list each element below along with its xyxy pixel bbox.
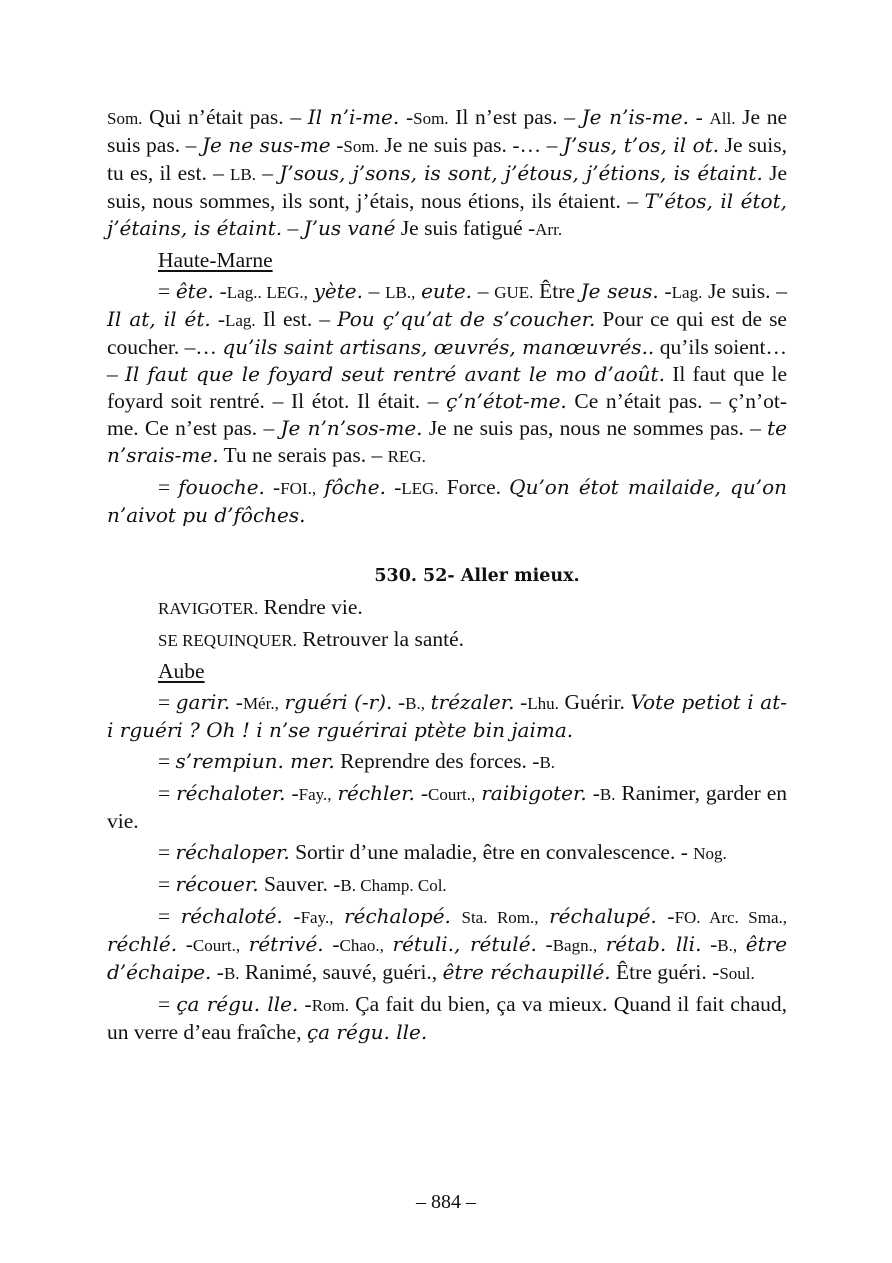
text-run: = bbox=[158, 690, 176, 714]
dialect-term: rétab. lli. bbox=[605, 932, 702, 956]
paragraph bbox=[107, 780, 787, 835]
dialect-term: T’étos, il étot, j’étains, is étaint. bbox=[107, 189, 787, 240]
source-abbreviation: Lag. bbox=[225, 311, 256, 330]
dialect-term: Il faut que le foyard seut rentré avant le mo d’août. bbox=[125, 362, 665, 386]
text-run: Il n’est pas. – bbox=[448, 105, 582, 129]
text-run: Sauver. - bbox=[258, 872, 341, 896]
source-abbreviation: Som. bbox=[107, 109, 143, 128]
dialect-term: rguéri (-r). bbox=[284, 690, 393, 714]
text-run: - bbox=[282, 904, 301, 928]
page-number: – 884 – bbox=[416, 1191, 476, 1213]
source-abbreviation: LB., bbox=[385, 283, 416, 302]
paragraph bbox=[107, 626, 787, 654]
text-run: Reprendre des forces. - bbox=[334, 749, 540, 773]
text-run bbox=[240, 932, 249, 956]
text-run: - bbox=[230, 690, 243, 714]
text-run: Je ne suis pas. – bbox=[107, 105, 787, 157]
dialect-term: récouer. bbox=[175, 872, 259, 896]
source-abbreviation: B. bbox=[539, 753, 556, 772]
dialect-term: rétuli., rétulé. bbox=[392, 932, 537, 956]
text-run: Je suis. – bbox=[702, 279, 787, 303]
source-abbreviation: Mér., bbox=[242, 694, 279, 713]
source-abbreviation: B., bbox=[405, 694, 425, 713]
dialect-term: yète. bbox=[313, 279, 363, 303]
dialect-term: rétrivé. bbox=[248, 932, 324, 956]
text-run: Ranimé, sauvé, guéri., bbox=[239, 960, 443, 984]
source-abbreviation: Sta. Rom., bbox=[461, 908, 539, 927]
text-run: - bbox=[213, 279, 227, 303]
text-run: Je suis, nous sommes, ils sont, j’étais, nous étions, ils étaient. – bbox=[107, 161, 788, 213]
source-abbreviation: B. bbox=[599, 785, 616, 804]
text-run: - bbox=[211, 960, 224, 984]
text-run: - bbox=[392, 690, 406, 714]
dialect-term: Je n’is-me. bbox=[581, 105, 689, 129]
text-run: - bbox=[323, 932, 340, 956]
dialect-term: Pou ç’qu’at de s’coucher. bbox=[337, 307, 596, 331]
dialect-term: ête. bbox=[175, 279, 214, 303]
source-abbreviation: Fay., bbox=[298, 785, 332, 804]
source-abbreviation: GUE. bbox=[494, 283, 534, 302]
source-abbreviation: B., bbox=[717, 936, 738, 955]
section-title: 530. 52- Aller mieux. bbox=[374, 566, 580, 586]
source-abbreviation: RAVIGOTER. bbox=[158, 599, 259, 618]
text-run: = bbox=[158, 475, 179, 499]
source-abbreviation: B. Champ. Col. bbox=[340, 876, 447, 895]
text-run: - bbox=[514, 690, 528, 714]
source-abbreviation: REG. bbox=[387, 447, 426, 466]
dialect-term: être réchaupillé. bbox=[442, 960, 611, 984]
paragraph bbox=[107, 104, 787, 243]
region-heading-haute-marne: Haute-Marne bbox=[158, 248, 273, 272]
text-run bbox=[737, 932, 746, 956]
dialect-term: Il n’i-me. bbox=[307, 105, 400, 129]
dialect-term: raibigoter. bbox=[481, 781, 587, 805]
source-abbreviation: Court., bbox=[192, 936, 241, 955]
source-abbreviation: Lag. bbox=[671, 283, 703, 302]
text-run: Rendre vie. bbox=[258, 595, 363, 619]
text-run: - bbox=[210, 307, 225, 331]
text-run: = bbox=[158, 781, 177, 805]
text-run: Ranimer, garder en vie. bbox=[107, 781, 788, 833]
dialect-term: Je ne sus-me bbox=[201, 133, 331, 157]
dialect-term: J’us vané bbox=[303, 216, 396, 240]
text-run: Il faut que le foyard soit rentré. – Il étot. Il était. – bbox=[107, 362, 788, 413]
dialect-term: Il at, il ét. bbox=[107, 307, 211, 331]
dialect-term: s’rempiun. mer. bbox=[175, 749, 335, 773]
text-run: Ce n’était pas. – ç’n’ot-me. Ce n’est pas. – bbox=[107, 389, 788, 440]
text-run: = bbox=[158, 749, 176, 773]
dialect-term: ç’n’étot-me. bbox=[446, 389, 567, 413]
dialect-term: réchlé. bbox=[107, 932, 178, 956]
source-abbreviation: Lhu. bbox=[527, 694, 559, 713]
source-abbreviation: Bagn., bbox=[552, 936, 598, 955]
text-run: Ça fait du bien, ça va mieux. Quand il fait chaud, un verre d’eau fraîche, bbox=[107, 992, 788, 1044]
source-abbreviation: Nog. bbox=[693, 844, 727, 863]
source-abbreviation: Fay., bbox=[300, 908, 334, 927]
dialect-term: réchaloté. bbox=[180, 904, 283, 928]
page-body bbox=[107, 104, 787, 1050]
text-run: - bbox=[298, 992, 312, 1016]
text-run: – bbox=[362, 279, 386, 303]
text-run: - bbox=[399, 105, 414, 129]
dialect-term: ça régu. lle. bbox=[306, 1020, 428, 1044]
dialect-term: Je seus. bbox=[580, 279, 659, 303]
dialect-term: réchalupé. bbox=[549, 904, 657, 928]
text-run: - bbox=[330, 133, 344, 157]
paragraph bbox=[107, 839, 787, 867]
source-abbreviation: Court., bbox=[428, 785, 476, 804]
dialect-term: J’sous, j’sons, is sont, j’étous, j’étions, is étaint. bbox=[279, 161, 763, 185]
text-run: Sortir d’une maladie, être en convalescence. - bbox=[289, 840, 694, 864]
text-run: Retrouver la santé. bbox=[296, 627, 465, 651]
dialect-term: réchler. bbox=[337, 781, 415, 805]
dialect-term: garir. bbox=[175, 690, 231, 714]
text-run: - bbox=[586, 781, 600, 805]
text-run: - bbox=[688, 105, 710, 129]
dialect-term: réchaloter. bbox=[176, 781, 286, 805]
source-abbreviation: LEG. bbox=[401, 479, 439, 498]
text-run: = bbox=[158, 992, 177, 1016]
text-run: - bbox=[701, 932, 718, 956]
paragraph bbox=[107, 871, 787, 899]
dialect-term: J’sus, t’os, il ot. bbox=[563, 133, 720, 157]
dialect-term: ça régu. lle. bbox=[176, 992, 299, 1016]
dialect-term: réchaloper. bbox=[175, 840, 290, 864]
dialect-term: qu’ils saint artisans, œuvrés, manœuvrés.. bbox=[222, 335, 655, 359]
source-abbreviation: Soul. bbox=[719, 964, 755, 983]
source-abbreviation: Rom. bbox=[311, 996, 350, 1015]
text-run: - bbox=[177, 932, 193, 956]
text-run: = bbox=[158, 840, 176, 864]
source-abbreviation: Chao., bbox=[339, 936, 384, 955]
dialect-term: fôche. bbox=[324, 475, 386, 499]
text-run: - bbox=[536, 932, 553, 956]
text-run: - bbox=[264, 475, 281, 499]
source-abbreviation: All. bbox=[709, 109, 736, 128]
dialect-term: trézaler. bbox=[430, 690, 515, 714]
text-run bbox=[333, 904, 344, 928]
text-run: – bbox=[282, 216, 304, 240]
text-run: – bbox=[256, 161, 280, 185]
dialect-term: eute. bbox=[421, 279, 473, 303]
text-run: - bbox=[385, 475, 402, 499]
text-run: Être guéri. - bbox=[610, 960, 720, 984]
text-run bbox=[384, 932, 393, 956]
paragraph bbox=[107, 991, 787, 1046]
text-run: Guérir. bbox=[558, 690, 631, 714]
text-run: Je suis, tu es, il est. – bbox=[107, 133, 788, 185]
paragraph bbox=[107, 689, 787, 744]
dialect-term: être d’échaipe. bbox=[107, 932, 788, 984]
source-abbreviation: Som. bbox=[343, 137, 379, 156]
source-abbreviation: Arr. bbox=[535, 220, 563, 239]
text-run: – bbox=[472, 279, 495, 303]
text-run: Je ne suis pas. -… – bbox=[378, 133, 563, 157]
dialect-term: te n’srais-me. bbox=[107, 416, 787, 467]
dialect-term: Je n’n’sos-me. bbox=[280, 416, 423, 440]
text-run: = bbox=[158, 872, 176, 896]
source-abbreviation: FOI., bbox=[280, 479, 317, 498]
region-heading-aube: Aube bbox=[158, 659, 205, 683]
paragraph bbox=[107, 903, 787, 987]
text-run: Il est. – bbox=[255, 307, 338, 331]
text-run: Pour ce qui est de se coucher. –… bbox=[107, 307, 787, 359]
text-run: qu’ils soient… – bbox=[107, 335, 787, 386]
text-run bbox=[597, 932, 606, 956]
source-abbreviation: SE REQUINQUER. bbox=[158, 631, 297, 650]
text-run bbox=[451, 904, 462, 928]
text-run: Je suis fatigué - bbox=[395, 216, 536, 240]
source-abbreviation: LB. bbox=[230, 165, 257, 184]
text-run: Être bbox=[533, 279, 581, 303]
dialect-term: Qu’on étot mailaide, qu’on n’aivot pu d’fôches. bbox=[107, 475, 787, 527]
dialect-term: Vote petiot i at-i rguéri ? Oh ! i n’se rguérirai ptète bin jaima. bbox=[107, 690, 788, 742]
text-run: Tu ne serais pas. – bbox=[218, 443, 388, 467]
text-run: Je ne suis pas, nous ne sommes pas. – bbox=[422, 416, 768, 440]
text-run: = bbox=[158, 279, 176, 303]
source-abbreviation: Som. bbox=[413, 109, 449, 128]
paragraph bbox=[107, 474, 787, 529]
dialect-term: réchalopé. bbox=[344, 904, 451, 928]
text-run: - bbox=[285, 781, 299, 805]
source-abbreviation: Lag.. LEG., bbox=[226, 283, 308, 302]
paragraph bbox=[107, 748, 787, 776]
text-run: Qui n’était pas. – bbox=[142, 105, 308, 129]
text-run: - bbox=[658, 279, 672, 303]
text-run: - bbox=[656, 904, 675, 928]
paragraph bbox=[107, 594, 787, 622]
source-abbreviation: B. bbox=[223, 964, 240, 983]
source-abbreviation: FO. Arc. Sma., bbox=[674, 908, 787, 927]
paragraph bbox=[107, 278, 787, 470]
text-run: = bbox=[158, 904, 181, 928]
text-run bbox=[539, 904, 550, 928]
text-run: Force. bbox=[438, 475, 510, 499]
dialect-term: fouoche. bbox=[178, 475, 265, 499]
text-run: - bbox=[414, 781, 429, 805]
